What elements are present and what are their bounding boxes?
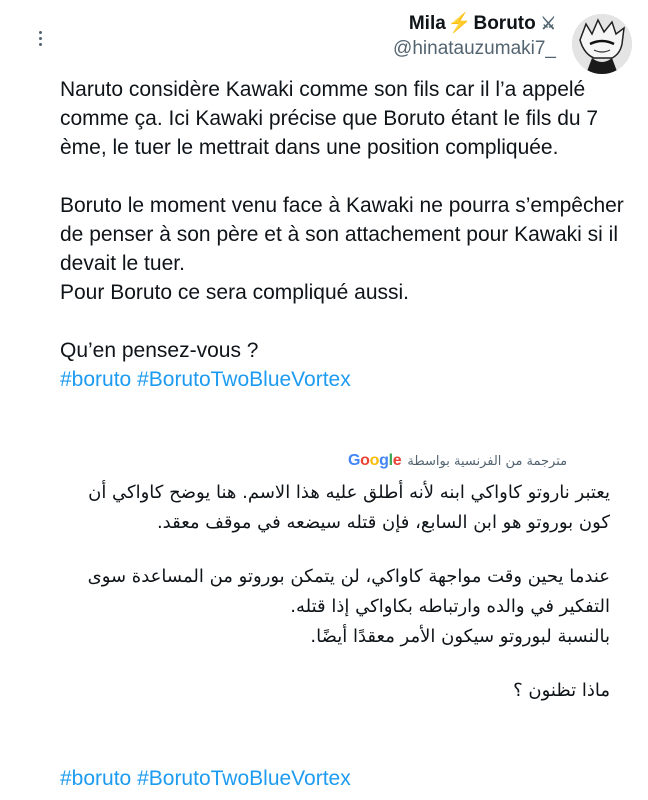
- translated-paragraph-1: يعتبر ناروتو كاواكي ابنه لأنه أطلق عليه هذا الاسم. هنا يوضح كاواكي أن كون بوروتو هو ابن السابع، فإن قتله سيضعه في موقف معقد.: [88, 482, 610, 533]
- translation-label: مترجمة من الفرنسية بواسطة: [407, 453, 568, 469]
- hashtag-link[interactable]: #boruto: [60, 368, 132, 391]
- avatar-image: [572, 14, 632, 74]
- translated-paragraph-2: عندما يحين وقت مواجهة كاواكي، لن يتمكن بوروتو من المساعدة سوى التفكير في والده وارتباطه بكاواكي إذا قتله.: [87, 566, 610, 617]
- translated-paragraph-3: بالنسبة لبوروتو سيكون الأمر معقدًا أيضًا.: [310, 626, 610, 647]
- translated-text: [60, 478, 610, 706]
- crossed-swords-icon: ⚔: [540, 14, 556, 33]
- translation-attribution: [348, 452, 567, 470]
- author-name[interactable]: [393, 12, 556, 36]
- author-handle[interactable]: @hinatauzumaki7_: [393, 38, 556, 59]
- author-name-suffix: Boruto: [473, 13, 536, 34]
- tweet-paragraph-2: Boruto le moment venu face à Kawaki ne pourra s’empêcher de penser à son père et à son attachement pour Kawaki si il devait le tuer.: [60, 194, 624, 275]
- author-info[interactable]: [393, 12, 556, 61]
- google-logo: Google: [348, 452, 402, 469]
- hashtag-link[interactable]: #boruto: [60, 767, 132, 790]
- tweet-paragraph-3: Pour Boruto ce sera compliqué aussi.: [60, 281, 410, 304]
- tweet-hashtags: [60, 365, 630, 394]
- tweet-text: [60, 75, 630, 394]
- more-options-button[interactable]: [22, 20, 58, 56]
- translated-hashtags: [60, 764, 351, 793]
- avatar[interactable]: [572, 14, 632, 74]
- more-vertical-icon: [39, 31, 42, 46]
- hashtag-link[interactable]: #BorutoTwoBlueVortex: [137, 368, 351, 391]
- translated-paragraph-4: ماذا تظنون ؟: [513, 680, 610, 701]
- hashtag-link[interactable]: #BorutoTwoBlueVortex: [137, 767, 351, 790]
- lightning-bolt-icon: ⚡: [447, 13, 472, 34]
- tweet-paragraph-4: Qu’en pensez-vous ?: [60, 339, 259, 362]
- author-name-text: Mila: [408, 13, 446, 34]
- tweet-paragraph-1: Naruto considère Kawaki comme son fils car il l’a appelé comme ça. Ici Kawaki précise que Boruto étant le fils du 7 ème, le tuer le mettrait dans une position compliquée.: [60, 78, 599, 159]
